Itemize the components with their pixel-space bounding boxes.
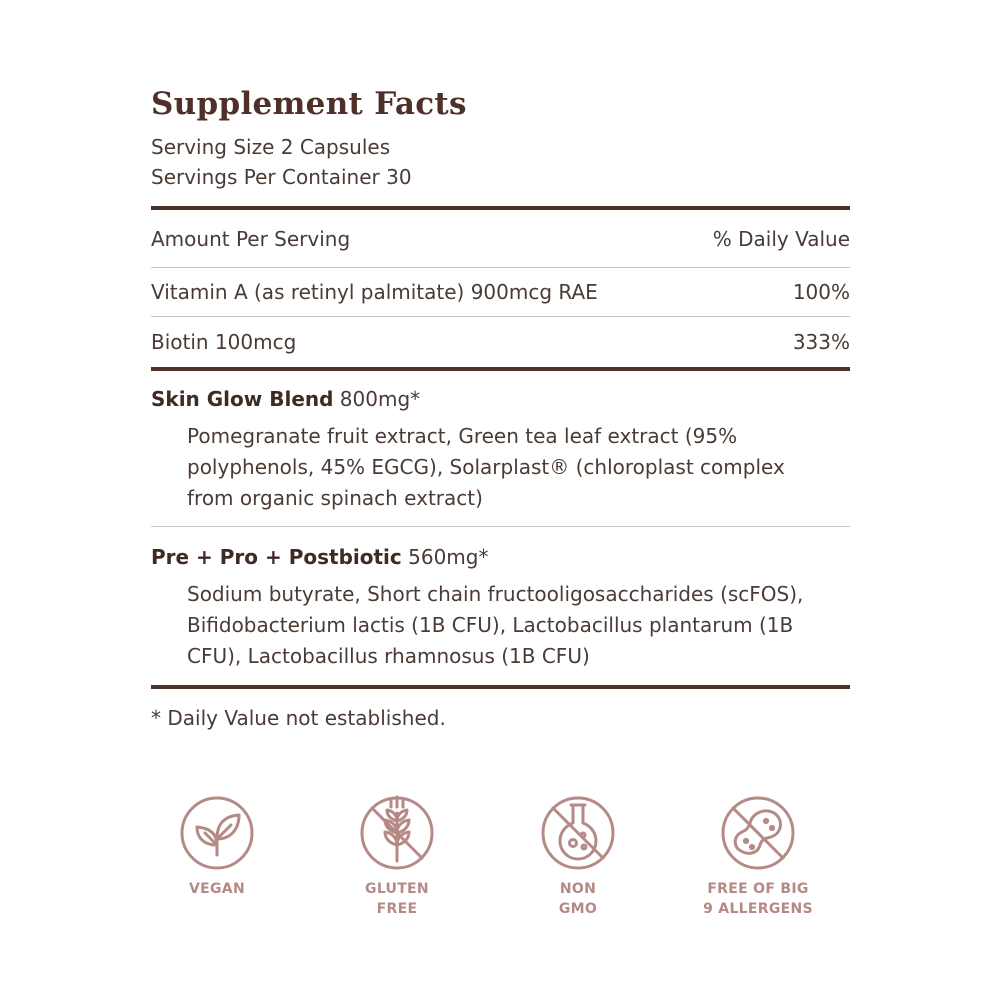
table-header-row (151, 210, 850, 267)
nutrient-row (151, 268, 850, 316)
ingredient-line: CFU), Lactobacillus rhamnosus (1B CFU) (187, 644, 590, 668)
blend-heading (151, 543, 850, 571)
nutrient-row (151, 317, 850, 367)
blend-amount: 560mg* (408, 545, 489, 569)
ingredient-line: polyphenols, 45% EGCG), Solarplast® (chloroplast complex (187, 455, 785, 479)
ingredient-line: Sodium butyrate, Short chain fructooligosaccharides (scFOS), (187, 582, 804, 606)
badge-gluten-free (317, 795, 477, 919)
badge-non-gmo (498, 795, 658, 919)
supplement-facts-panel (151, 82, 850, 730)
nutrient-dv: 333% (792, 330, 850, 354)
servings-per-container: Servings Per Container 30 (151, 165, 412, 189)
panel-title: Supplement Facts (151, 86, 467, 122)
badge-allergen-free (678, 795, 838, 919)
nutrient-name: Biotin 100mcg (151, 330, 297, 354)
badge-vegan (137, 795, 297, 899)
nutrient-dv: 100% (792, 280, 850, 304)
nutrient-name: Vitamin A (as retinyl palmitate) 900mcg RAE (151, 280, 598, 304)
ingredient-line: Pomegranate fruit extract, Green tea leaf extract (95% (187, 424, 738, 448)
wheat-crossed-icon (359, 795, 435, 871)
serving-size: Serving Size 2 Capsules (151, 135, 391, 159)
amount-per-serving-label: Amount Per Serving (151, 226, 351, 251)
flask-crossed-icon (540, 795, 616, 871)
blend-ingredients (151, 579, 850, 672)
footnote: * Daily Value not established. (151, 706, 446, 730)
daily-value-label: % Daily Value (712, 226, 850, 251)
leaf-sprout-icon (179, 795, 255, 871)
blend-heading (151, 385, 850, 413)
ingredient-line: from organic spinach extract) (187, 486, 483, 510)
blend-name: Skin Glow Blend (151, 387, 334, 411)
blend-ingredients (151, 421, 850, 514)
badge-label: NON GMO (558, 881, 598, 917)
blend-amount: 800mg* (339, 387, 421, 411)
ingredient-line: Bifidobacterium lactis (1B CFU), Lactobacillus plantarum (1B (187, 613, 794, 637)
badge-label: FREE OF BIG 9 ALLERGENS (703, 881, 813, 917)
peanut-crossed-icon (720, 795, 796, 871)
badge-label: VEGAN (189, 881, 245, 897)
badge-label: GLUTEN FREE (365, 881, 429, 917)
blend-name: Pre + Pro + Postbiotic (151, 545, 402, 569)
